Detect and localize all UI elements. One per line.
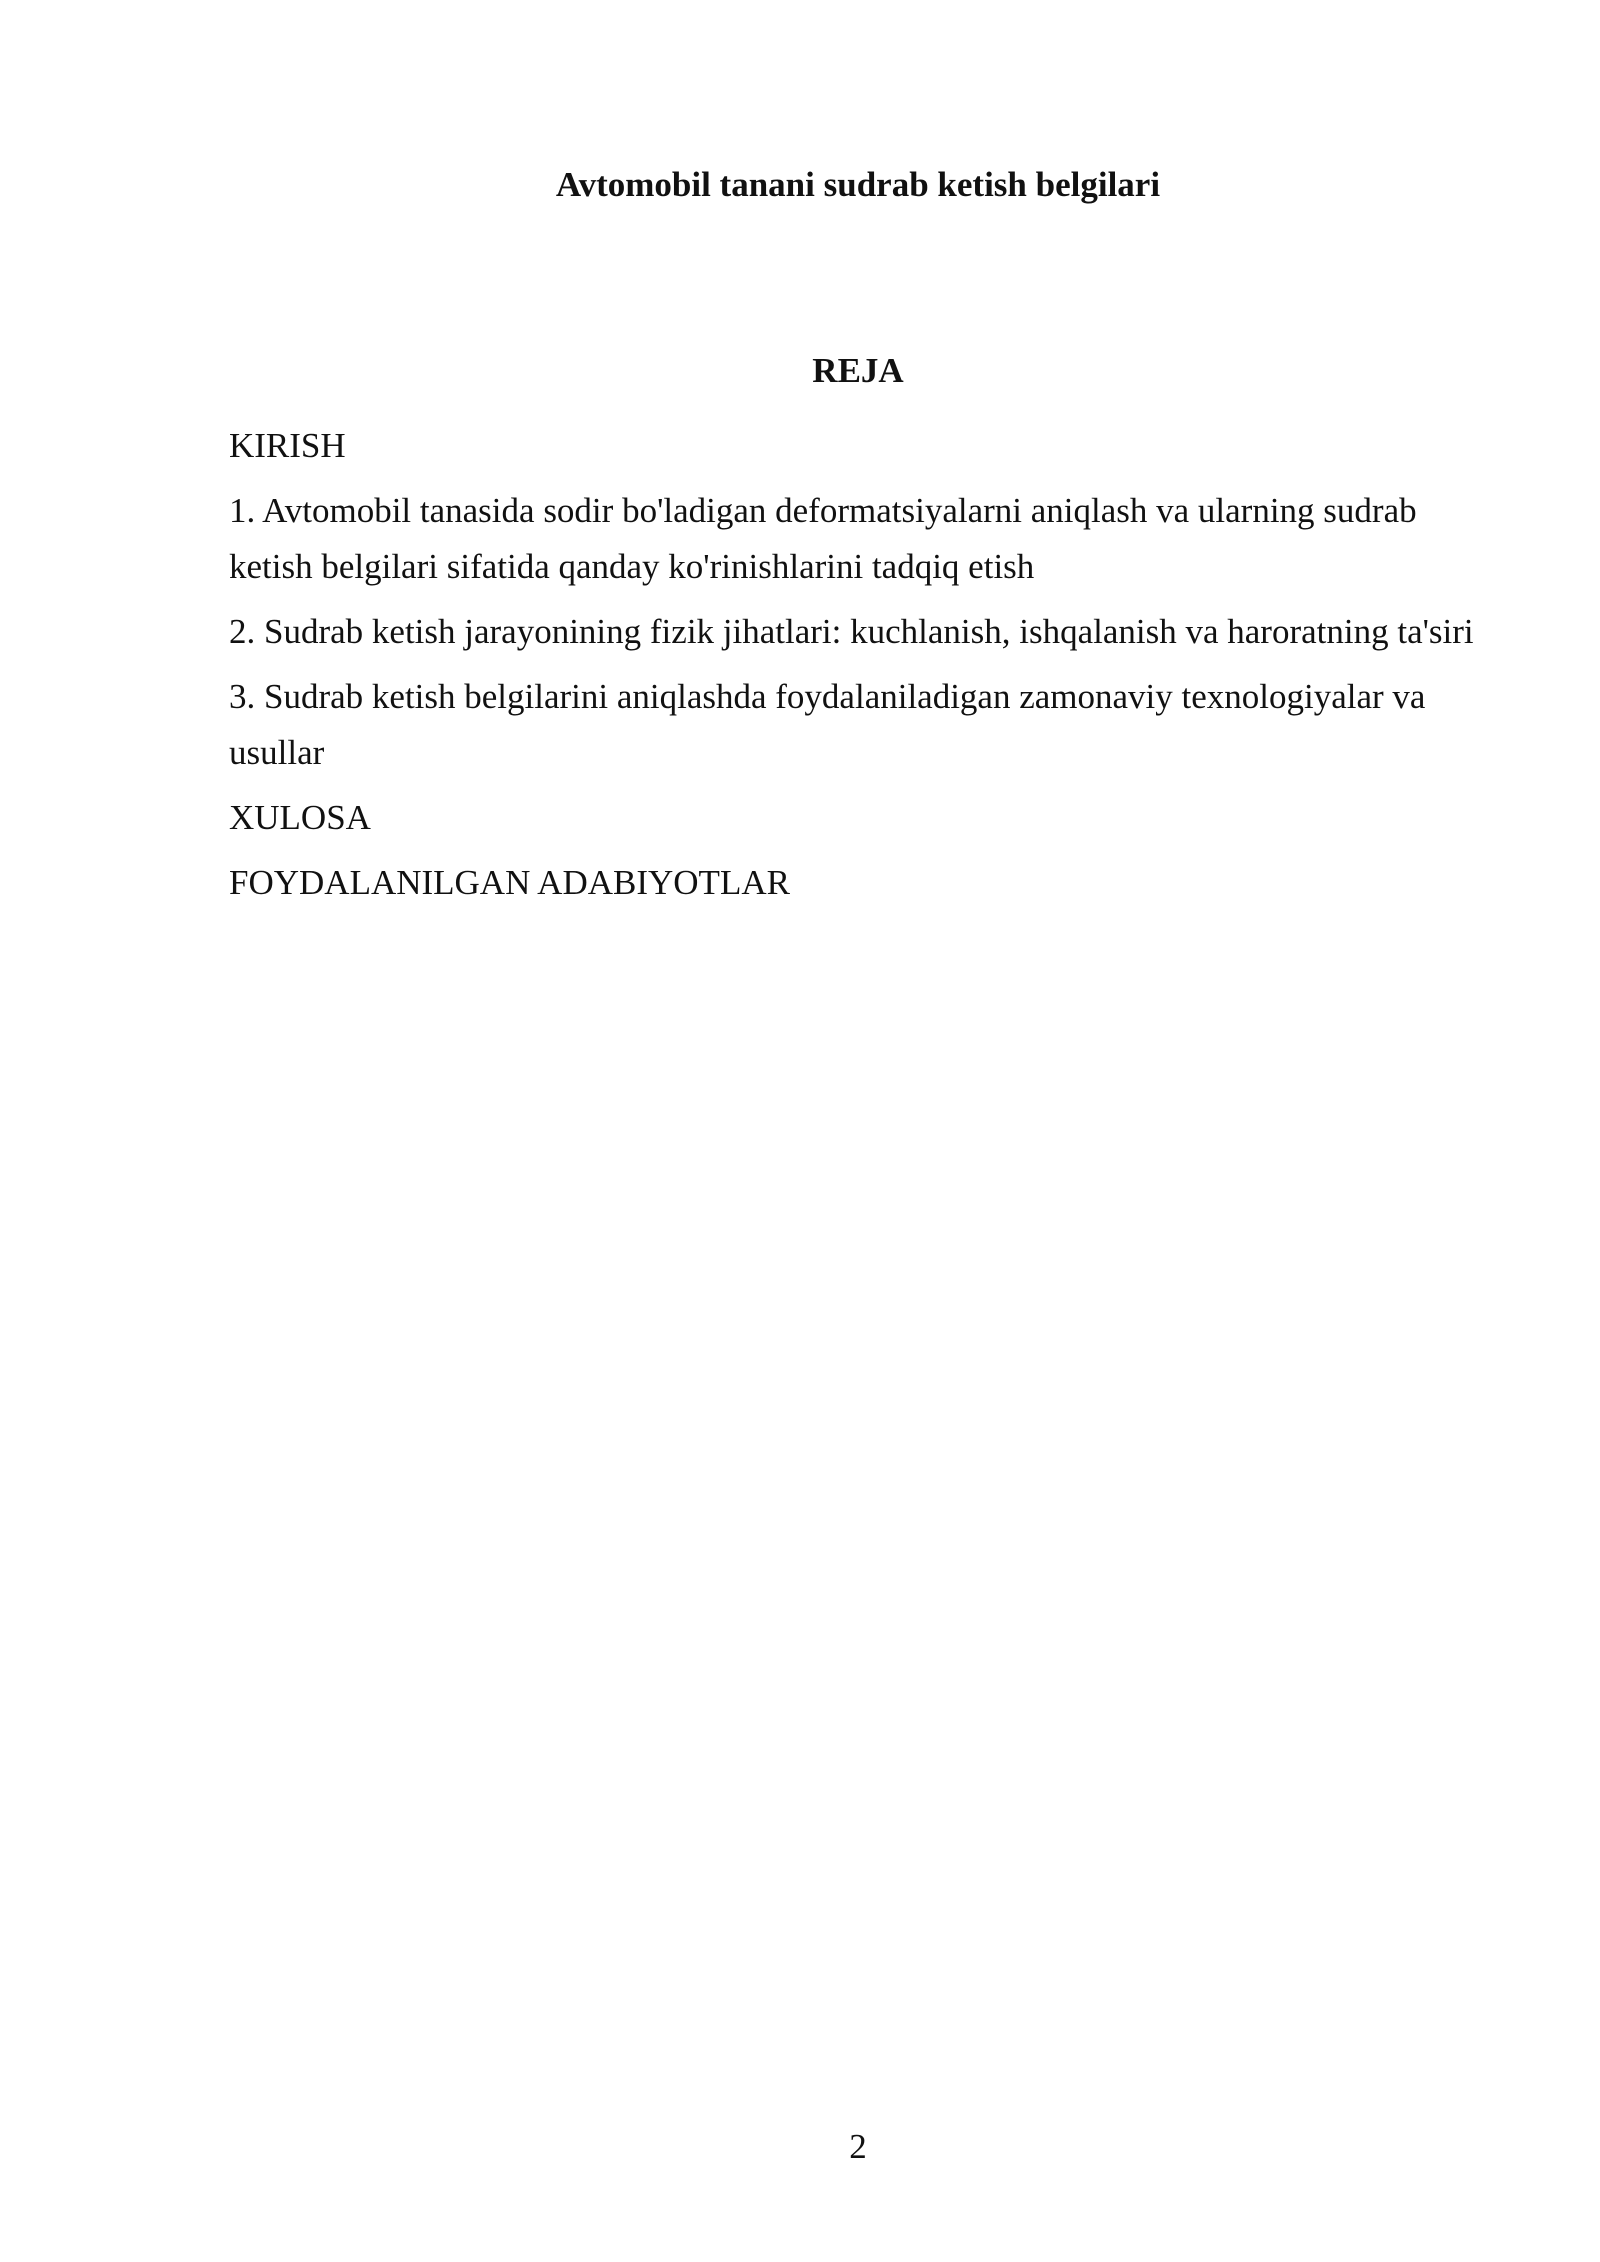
plan-heading: REJA	[812, 351, 904, 390]
plan-item-1: 1. Avtomobil tanasida sodir bo'ladigan deformatsiyalarni aniqlash va ularning sudrab ketish belgilari sifatida qanday ko'rinishlarini tadqiq etish	[229, 491, 1417, 586]
page-number: 2	[849, 2127, 867, 2166]
plan-item-3: 3. Sudrab ketish belgilarini aniqlashda foydalaniladigan zamonaviy texnologiyalar va usullar	[229, 677, 1426, 772]
plan-item-references: FOYDALANILGAN ADABIYOTLAR	[229, 863, 790, 902]
plan-item-2: 2. Sudrab ketish jarayonining fizik jihatlari: kuchlanish, ishqalanish va haroratning ta'siri	[229, 612, 1474, 651]
plan-list	[229, 418, 1499, 920]
plan-item-introduction: KIRISH	[229, 426, 346, 465]
plan-item-conclusion: XULOSA	[229, 798, 371, 837]
document-title: Avtomobil tanani sudrab ketish belgilari	[555, 165, 1161, 204]
